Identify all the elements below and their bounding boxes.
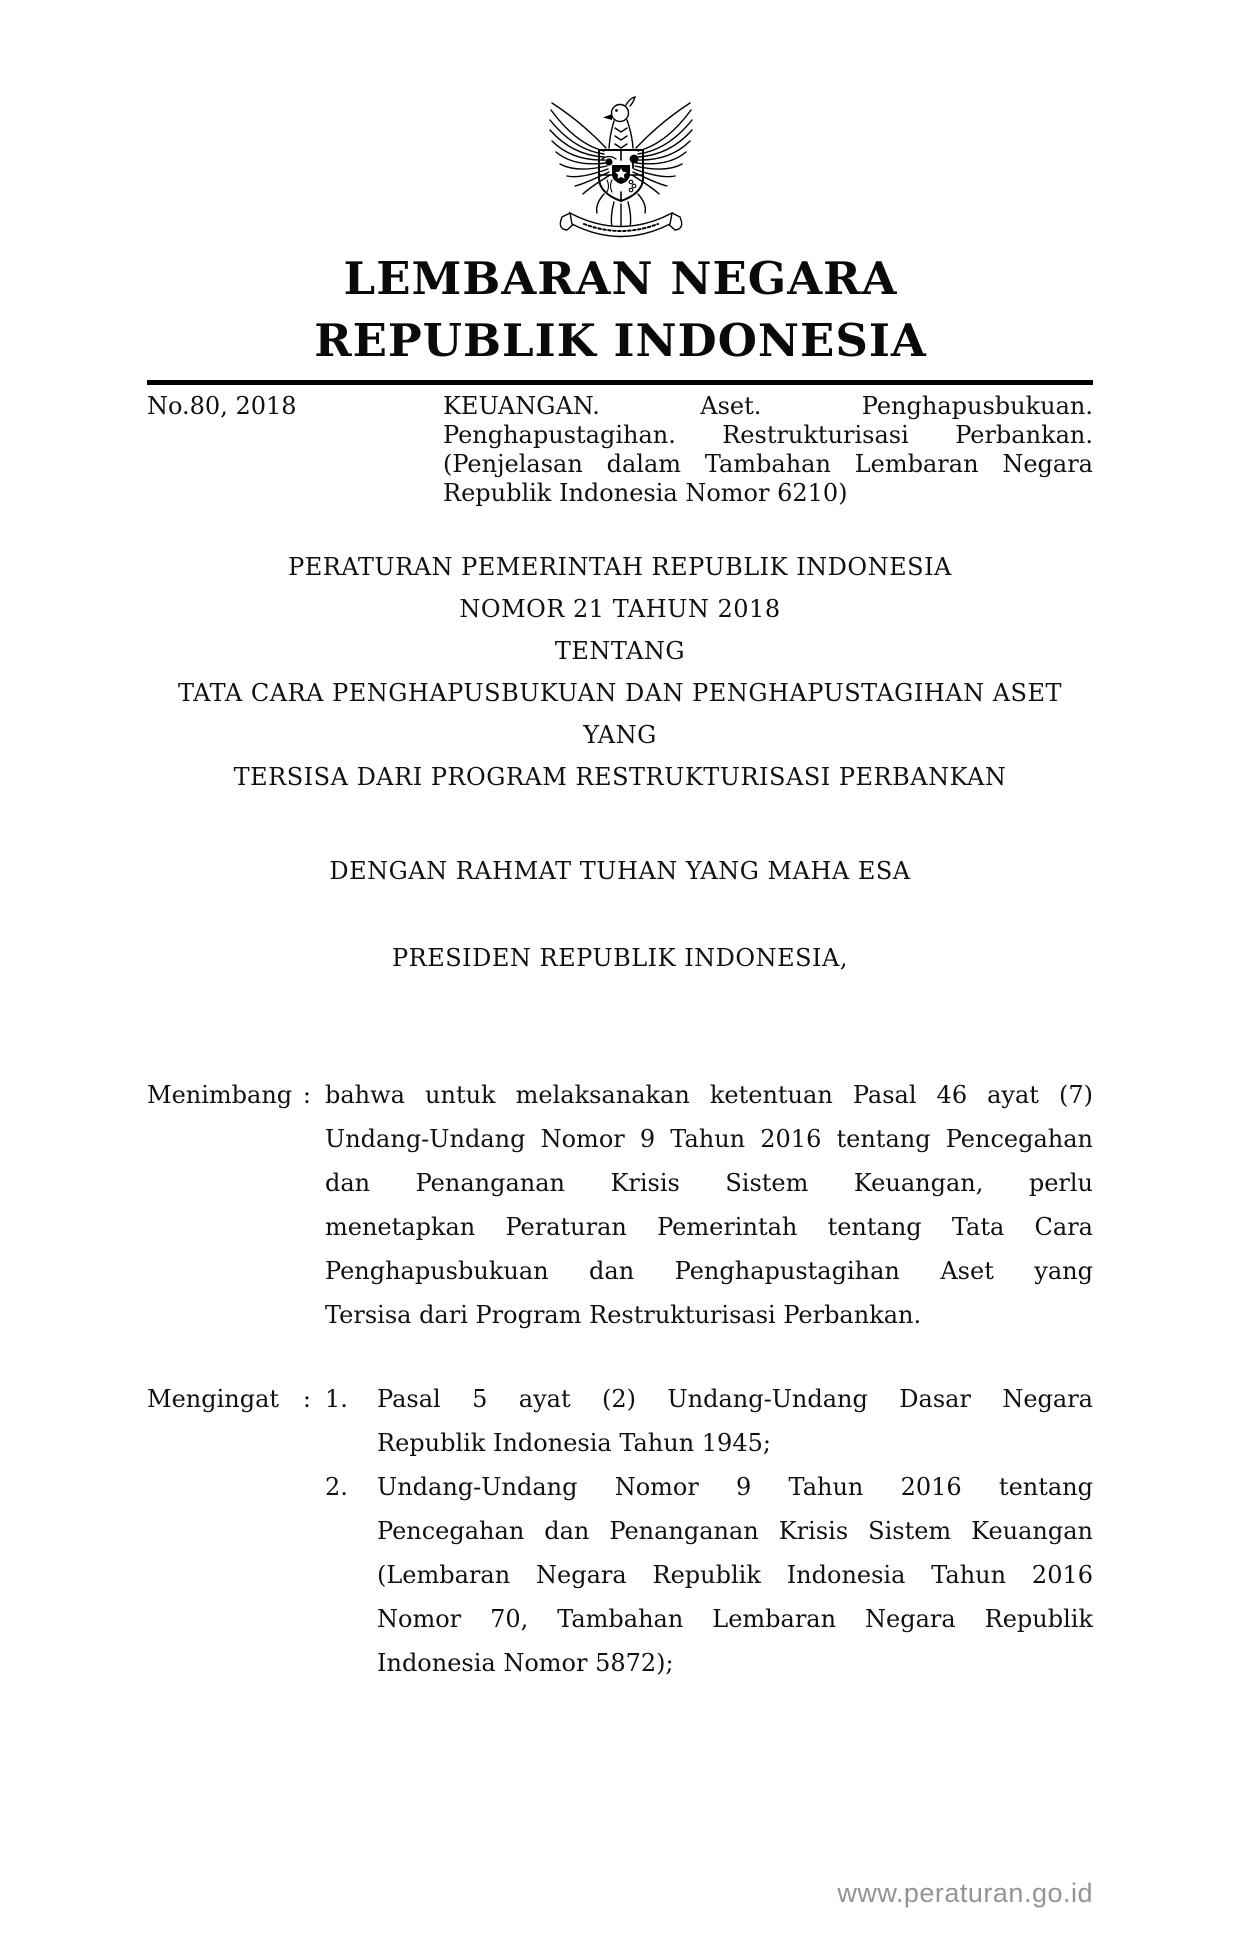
invocation: DENGAN RAHMAT TUHAN YANG MAHA ESA: [329, 857, 911, 885]
mengingat-line: Pencegahan dan Penanganan Krisis Sistem Keuangan: [377, 1517, 1093, 1545]
mengingat-label-cell: [147, 1377, 325, 1685]
masthead: [0, 248, 1241, 372]
item-text: [377, 1465, 1093, 1685]
mengingat-item-1: [325, 1377, 1093, 1465]
mengingat-colon: :: [302, 1385, 311, 1413]
garuda-pancasila-emblem: [545, 88, 697, 240]
menimbang-line: dan Penanganan Krisis Sistem Keuangan, perlu: [325, 1169, 1093, 1197]
masthead-line-1: LEMBARAN NEGARA: [343, 252, 898, 305]
mengingat-line: Undang-Undang Nomor 9 Tahun 2016 tentang: [377, 1473, 1093, 1501]
menimbang-colon: :: [302, 1081, 311, 1109]
epigraph-subject: [443, 392, 1093, 508]
menimbang-line: Penghapusbukuan dan Penghapustagihan Aset yang: [325, 1257, 1093, 1285]
menimbang-label-cell: [147, 1073, 325, 1337]
gazette-number: No.80, 2018: [147, 392, 297, 420]
garuda-pancasila-icon: [545, 88, 697, 240]
menimbang-line: Undang-Undang Nomor 9 Tahun 2016 tentang Pencegahan: [325, 1125, 1093, 1153]
epigraph-line: KEUANGAN. Aset. Penghapusbukuan.: [443, 392, 1093, 420]
regulation-title: PERATURAN PEMERINTAH REPUBLIK INDONESIA: [288, 553, 952, 581]
menimbang-line: menetapkan Peraturan Pemerintah tentang Tata Cara: [325, 1213, 1093, 1241]
mengingat-line: Nomor 70, Tambahan Lembaran Negara Republik: [377, 1605, 1093, 1633]
epigraph-line: Penghapustagihan. Restrukturisasi Perbankan.: [443, 421, 1093, 449]
epigraph-line: Republik Indonesia Nomor 6210): [443, 479, 848, 507]
mengingat-line: Pasal 5 ayat (2) Undang-Undang Dasar Negara: [377, 1385, 1093, 1413]
regulation-number: NOMOR 21 TAHUN 2018: [459, 595, 781, 623]
tentang-label: TENTANG: [554, 637, 686, 665]
menimbang-clause: [147, 1073, 1093, 1337]
item-number: 1.: [325, 1385, 348, 1413]
mengingat-item-2: [325, 1465, 1093, 1685]
item-text: [377, 1377, 1093, 1465]
subject-line: TATA CARA PENGHAPUSBUKUAN DAN PENGHAPUSTAGIHAN ASET YANG: [177, 679, 1063, 749]
menimbang-line: Tersisa dari Program Restrukturisasi Perbankan.: [325, 1301, 922, 1329]
regulation-heading: [147, 546, 1093, 798]
menimbang-label: Menimbang: [147, 1081, 293, 1109]
masthead-rule: [147, 380, 1093, 385]
item-number: 2.: [325, 1473, 348, 1501]
mengingat-line: Indonesia Nomor 5872);: [377, 1649, 674, 1677]
mengingat-label: Mengingat: [147, 1385, 280, 1413]
subject-line: TERSISA DARI PROGRAM RESTRUKTURISASI PERBANKAN: [233, 763, 1007, 791]
epigraph: [147, 392, 1093, 508]
mengingat-line: Republik Indonesia Tahun 1945;: [377, 1429, 771, 1457]
menimbang-line: bahwa untuk melaksanakan ketentuan Pasal 46 ayat (7): [325, 1081, 1093, 1109]
authority-line: PRESIDEN REPUBLIK INDONESIA,: [391, 944, 848, 972]
epigraph-line: (Penjelasan dalam Tambahan Lembaran Negara: [443, 450, 1093, 478]
mengingat-clause: [147, 1377, 1093, 1685]
mengingat-body: [325, 1377, 1093, 1685]
mengingat-line: (Lembaran Negara Republik Indonesia Tahun 2016: [377, 1561, 1093, 1589]
masthead-line-2: REPUBLIK INDONESIA: [314, 314, 927, 367]
footer-watermark-url: www.peraturan.go.id: [837, 1878, 1093, 1908]
menimbang-body: [325, 1073, 1093, 1337]
